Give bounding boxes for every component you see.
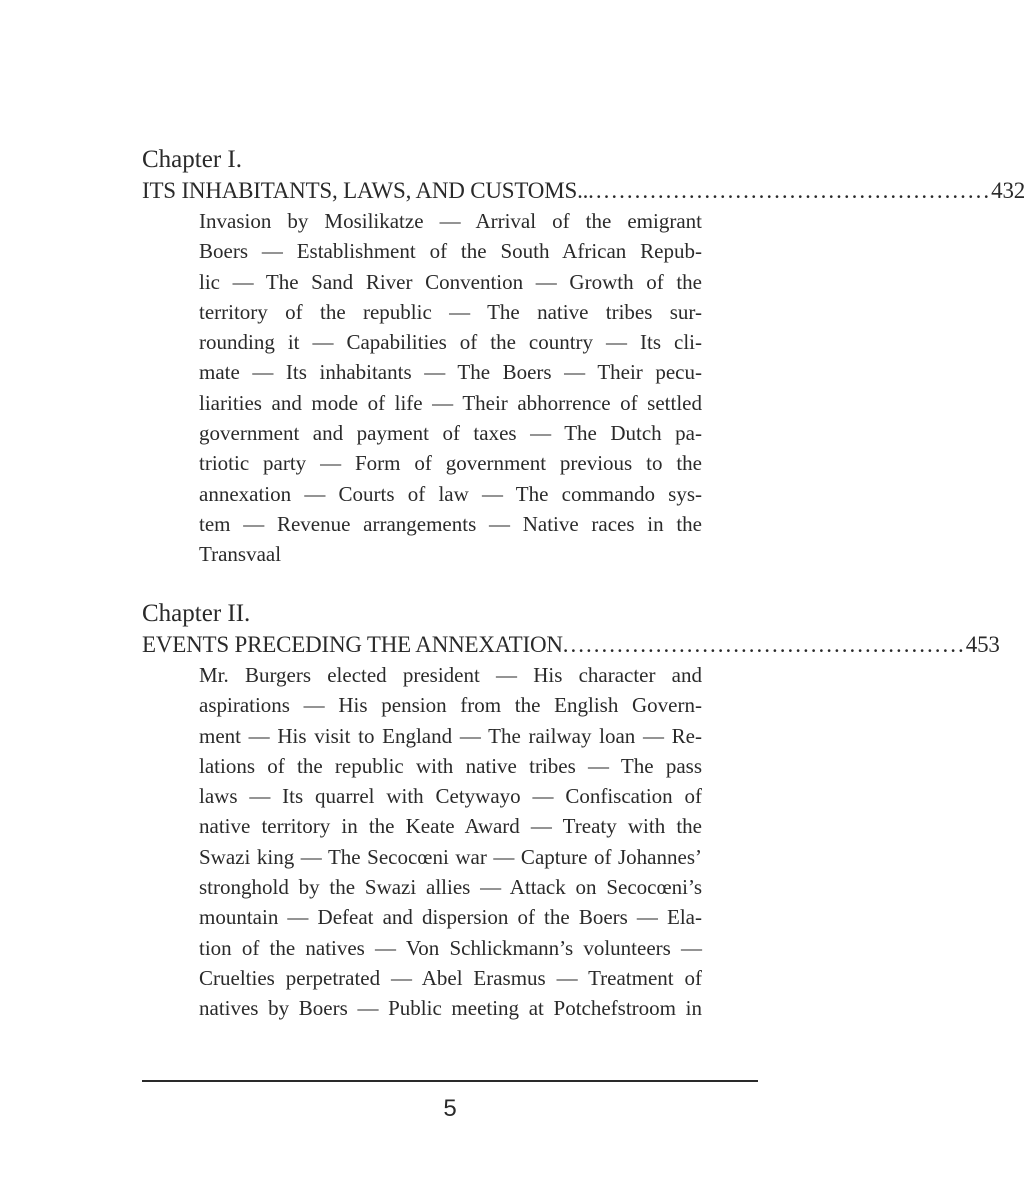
chapter-1-entry [142, 144, 1025, 570]
summary-line: laws — Its quarrel with Cetywayo — Confiscation of [199, 784, 702, 809]
chapter-page-number: 432 [991, 178, 1025, 203]
chapter-label: Chapter II. [142, 600, 251, 627]
chapter-2-entry [142, 598, 1000, 1024]
summary-line: Mr. Burgers elected president — His character and [199, 663, 702, 687]
summary-line: Boers — Establishment of the South African Repub- [199, 239, 702, 264]
chapter-title-line [142, 176, 1025, 206]
chapter-page-number: 453 [965, 632, 1000, 657]
summary-line: stronghold by the Swazi allies — Attack on Secocœni’s [199, 875, 702, 900]
chapter-title: EVENTS PRECEDING THE ANNEXATION [142, 632, 563, 657]
summary-line: territory of the republic — The native tribes sur- [199, 299, 702, 324]
summary-line: triotic party — Form of government previous to the [199, 451, 702, 476]
summary-line: natives by Boers — Public meeting at Potchefstroom in [199, 996, 702, 1021]
summary-line: tem — Revenue arrangements — Native races in the [199, 511, 702, 536]
dot-leader: .................................................... [588, 178, 992, 203]
summary-line: tion of the natives — Von Schlickmann’s volunteers — [199, 935, 702, 960]
summary-line: rounding it — Capabilities of the country — Its cli- [199, 330, 702, 355]
summary-line: annexation — Courts of law — The commando sys- [199, 481, 702, 506]
chapter-title: ITS INHABITANTS, LAWS, AND CUSTOMS.. [142, 178, 589, 203]
summary-line: liarities and mode of life — Their abhorrence of settled [199, 390, 702, 415]
summary-line: aspirations — His pension from the English Govern- [199, 693, 702, 718]
chapter-title-line [142, 630, 1000, 660]
summary-line: mountain — Defeat and dispersion of the Boers — Ela- [199, 905, 702, 930]
summary-line: Swazi king — The Secocœni war — Capture of Johannes’ [199, 844, 702, 869]
footer-divider [142, 1080, 758, 1082]
summary-line: native territory in the Keate Award — Treaty with the [199, 814, 702, 839]
summary-line: Cruelties perpetrated — Abel Erasmus — Treatment of [199, 965, 702, 990]
chapter-summary [199, 660, 702, 1024]
summary-line: ment — His visit to England — The railway loan — Re- [199, 723, 702, 748]
summary-line: government and payment of taxes — The Dutch pa- [199, 421, 702, 446]
summary-line: lic — The Sand River Convention — Growth of the [199, 269, 702, 294]
summary-line: mate — Its inhabitants — The Boers — Their pecu- [199, 360, 702, 385]
page-number: 5 [443, 1095, 457, 1122]
summary-line: Invasion by Mosilikatze — Arrival of the emigrant [199, 209, 702, 233]
chapter-summary [199, 206, 702, 570]
summary-line: lations of the republic with native tribes — The pass [199, 753, 702, 778]
dot-leader: .................................................... [562, 632, 966, 657]
summary-line: Transvaal [199, 542, 282, 567]
chapter-label: Chapter I. [142, 146, 242, 173]
